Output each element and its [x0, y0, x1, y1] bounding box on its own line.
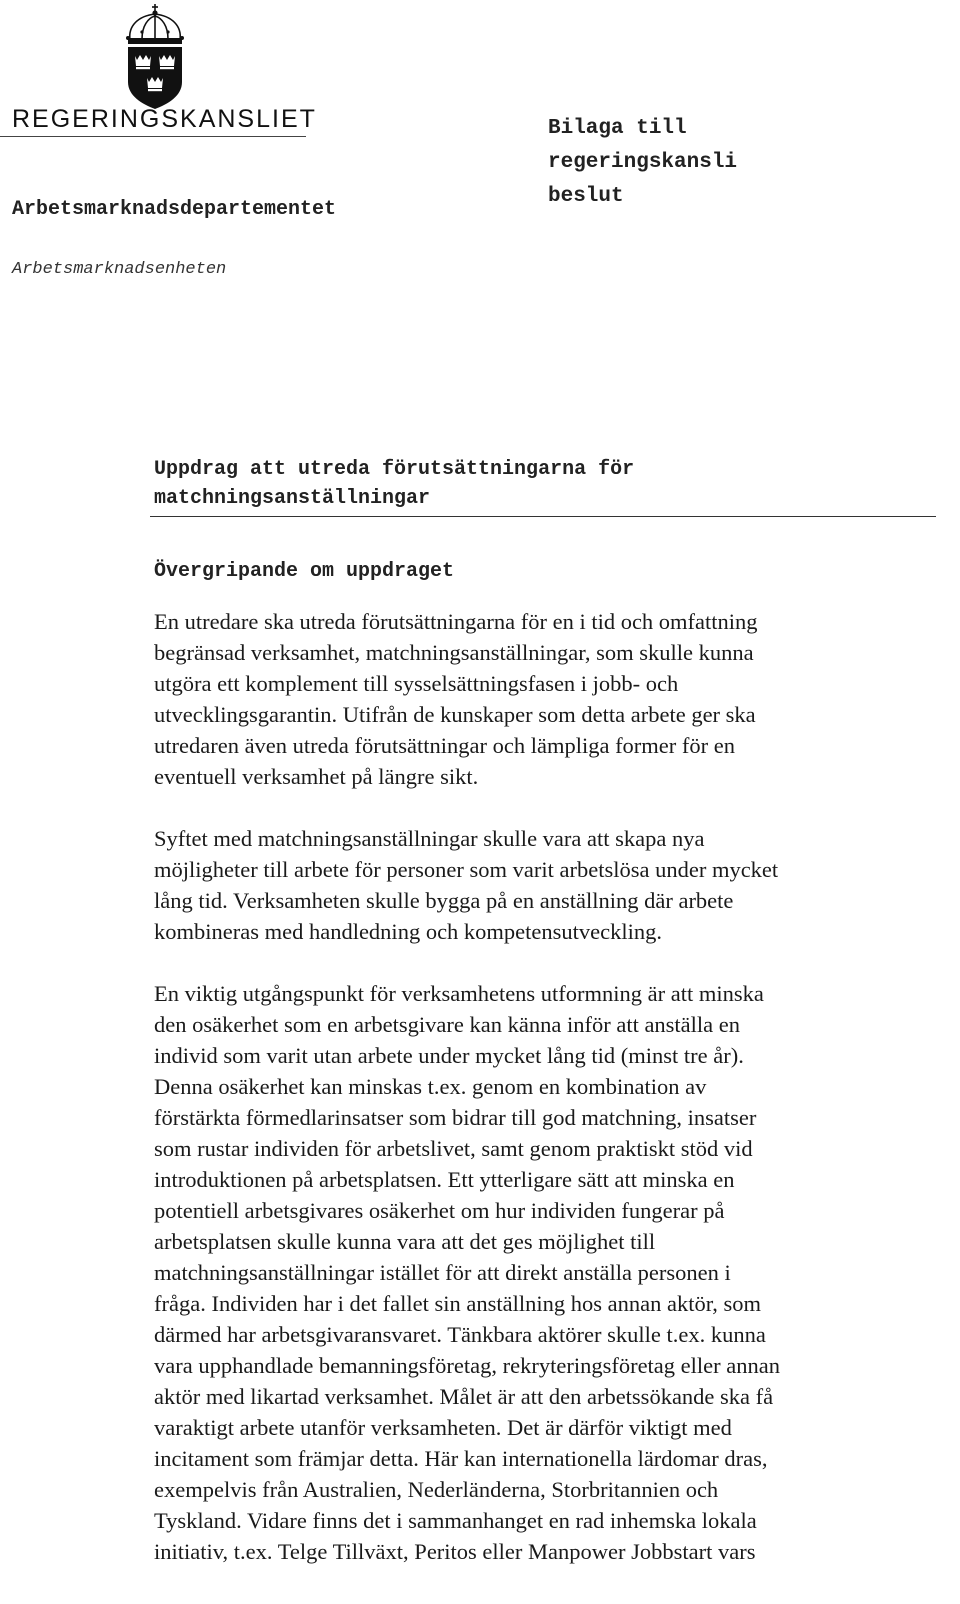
coat-of-arms-logo: [122, 4, 188, 112]
text-line: initiativ, t.ex. Telge Tillväxt, Peritos eller Manpower Jobbstart vars: [154, 1539, 756, 1564]
title-divider: [150, 516, 936, 517]
text-line: En viktig utgångspunkt för verksamhetens utformning är att minska: [154, 981, 764, 1006]
body-paragraph: [154, 823, 778, 947]
annex-line: regeringskansli: [548, 151, 738, 174]
text-line: varaktigt arbete utanför verksamheten. Det är därför viktigt med: [154, 1415, 732, 1440]
text-line: eventuell verksamhet på längre sikt.: [154, 764, 479, 789]
text-line: därmed har arbetsgivaransvaret. Tänkbara aktörer skulle t.ex. kunna: [154, 1322, 766, 1347]
text-line: fråga. Individen har i det fallet sin anställning hos annan aktör, som: [154, 1291, 762, 1316]
text-line: individ som varit utan arbete under mycket lång tid (minst tre år).: [154, 1043, 744, 1068]
text-line: matchningsanställningar istället för att direkt anställa personen i: [154, 1260, 731, 1285]
text-line: utredaren även utreda förutsättningar och lämpliga former för en: [154, 733, 736, 758]
text-line: begränsad verksamhet, matchningsanställningar, som skulle kunna: [154, 640, 754, 665]
text-line: Syftet med matchningsanställningar skulle vara att skapa nya: [154, 826, 705, 851]
document-title: [154, 455, 634, 513]
body-paragraph: [154, 978, 780, 1567]
logo-divider: [0, 136, 306, 137]
body-paragraph: [154, 606, 758, 792]
text-line: lång tid. Verksamheten skulle bygga på en anställning där arbete: [154, 888, 734, 913]
title-line: matchningsanställningar: [154, 487, 431, 510]
text-line: exempelvis från Australien, Nederländerna, Storbritannien och: [154, 1477, 719, 1502]
annex-line: beslut: [548, 185, 624, 208]
text-line: utvecklingsgarantin. Utifrån de kunskaper som detta arbete ger ska: [154, 702, 756, 727]
text-line: incitament som främjar detta. Här kan internationella lärdomar dras,: [154, 1446, 768, 1471]
annex-label: [548, 112, 737, 214]
text-line: aktör med likartad verksamhet. Målet är att den arbetssökande ska få: [154, 1384, 774, 1409]
organization-name: REGERINGSKANSLIET: [12, 105, 317, 133]
text-line: arbetsplatsen skulle kunna vara att det ges möjlighet till: [154, 1229, 656, 1254]
text-line: Denna osäkerhet kan minskas t.ex. genom en kombination av: [154, 1074, 707, 1099]
section-heading: Övergripande om uppdraget: [154, 560, 455, 583]
text-line: kombineras med handledning och kompetensutveckling.: [154, 919, 663, 944]
title-line: Uppdrag att utreda förutsättningarna för: [154, 458, 635, 481]
text-line: utgöra ett komplement till sysselsättningsfasen i jobb- och: [154, 671, 679, 696]
department-name: Arbetsmarknadsdepartementet: [12, 198, 337, 221]
text-line: förstärkta förmedlarinsatser som bidrar till god matchning, insatser: [154, 1105, 757, 1130]
text-line: som rustar individen för arbetslivet, samt genom praktiskt stöd vid: [154, 1136, 753, 1161]
text-line: den osäkerhet som en arbetsgivare kan känna inför att anställa en: [154, 1012, 741, 1037]
text-line: vara upphandlade bemanningsföretag, rekryteringsföretag eller annan: [154, 1353, 780, 1378]
text-line: introduktionen på arbetsplatsen. Ett ytterligare sätt att minska en: [154, 1167, 735, 1192]
text-line: potentiell arbetsgivares osäkerhet om hur individen fungerar på: [154, 1198, 725, 1223]
text-line: En utredare ska utreda förutsättningarna för en i tid och omfattning: [154, 609, 758, 634]
text-line: möjligheter till arbete för personer som varit arbetslösa under mycket: [154, 857, 779, 882]
unit-name: Arbetsmarknadsenheten: [12, 260, 227, 279]
text-line: Tyskland. Vidare finns det i sammanhanget en rad inhemska lokala: [154, 1508, 757, 1533]
annex-line: Bilaga till: [548, 117, 687, 140]
